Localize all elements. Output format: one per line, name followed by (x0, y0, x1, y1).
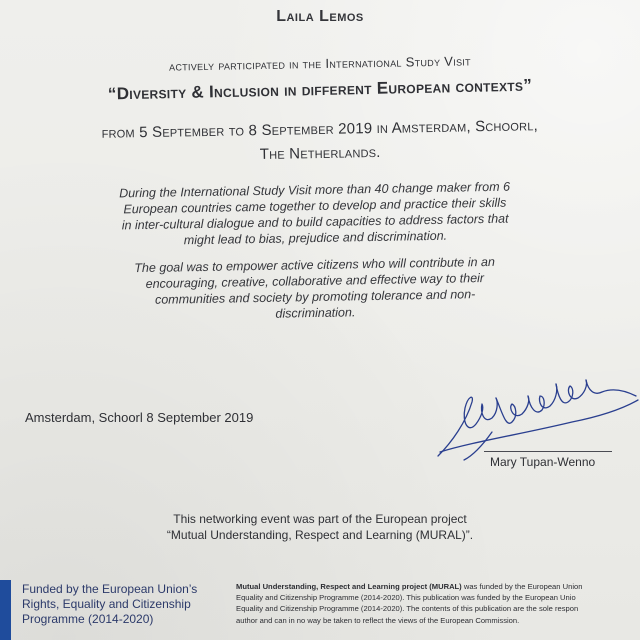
funding-line: Programme (2014-2020) (22, 612, 154, 626)
study-visit-title: “Diversity & Inclusion in different European contexts” (107, 75, 533, 104)
description-line: in inter-cultural dialogue and to build capacities to address factors that (121, 211, 509, 233)
participation-statement: actively participated in the International Study Visit (168, 53, 472, 74)
goal-line: encouraging, creative, collaborative and effective way to their (145, 271, 485, 291)
disclaimer-line: author and can in no way be taken to reflect the views of the European Commission. (236, 615, 520, 625)
disclaimer-line (236, 581, 640, 592)
funding-disclaimer (236, 581, 640, 626)
disclaimer-text: was funded by the European Union (461, 582, 583, 591)
description-line: might lead to bias, prejudice and discrimination. (183, 228, 448, 248)
project-note (110, 511, 530, 543)
place-and-date: Amsterdam, Schoorl 8 September 2019 (25, 410, 254, 425)
goal-line: discrimination. (275, 305, 356, 321)
funding-line: Rights, Equality and Citizenship (22, 597, 191, 611)
visit-dates-line: from 5 September to 8 September 2019 in Amsterdam, Schoorl, (101, 117, 539, 142)
project-note-line: This networking event was part of the European project (173, 512, 467, 526)
visit-dates (40, 113, 601, 171)
signer-name: Mary Tupan-Wenno (490, 455, 596, 469)
disclaimer-line: Equality and Citizenship Programme (2014-2020). The contents of this publication are the sole respon (236, 604, 579, 614)
visit-dates-line: The Netherlands. (259, 143, 381, 164)
visit-goal (89, 253, 540, 325)
funding-statement (22, 582, 197, 627)
funding-line: Funded by the European Union’s (22, 582, 198, 596)
project-name: Mutual Understanding, Respect and Learning project (MURAL) (236, 582, 462, 591)
description-line: During the International Study Visit more than 40 change maker from 6 (119, 179, 511, 201)
goal-line: The goal was to empower active citizens who will contribute in an (134, 254, 495, 276)
signature-line (484, 451, 612, 452)
project-note-line: “Mutual Understanding, Respect and Learning (MURAL)”. (166, 528, 474, 542)
visit-description (89, 178, 540, 250)
description-line: European countries came together to develop and practice their skills (123, 195, 507, 217)
goal-line: communities and society by promoting tolerance and non- (154, 287, 476, 307)
handwritten-signature (432, 372, 640, 467)
eu-flag-icon (0, 580, 11, 640)
disclaimer-line: Equality and Citizenship Programme (2014-2020). This publication was funded by the European Unio (236, 593, 576, 603)
recipient-name: Laila Lemos (276, 8, 364, 25)
